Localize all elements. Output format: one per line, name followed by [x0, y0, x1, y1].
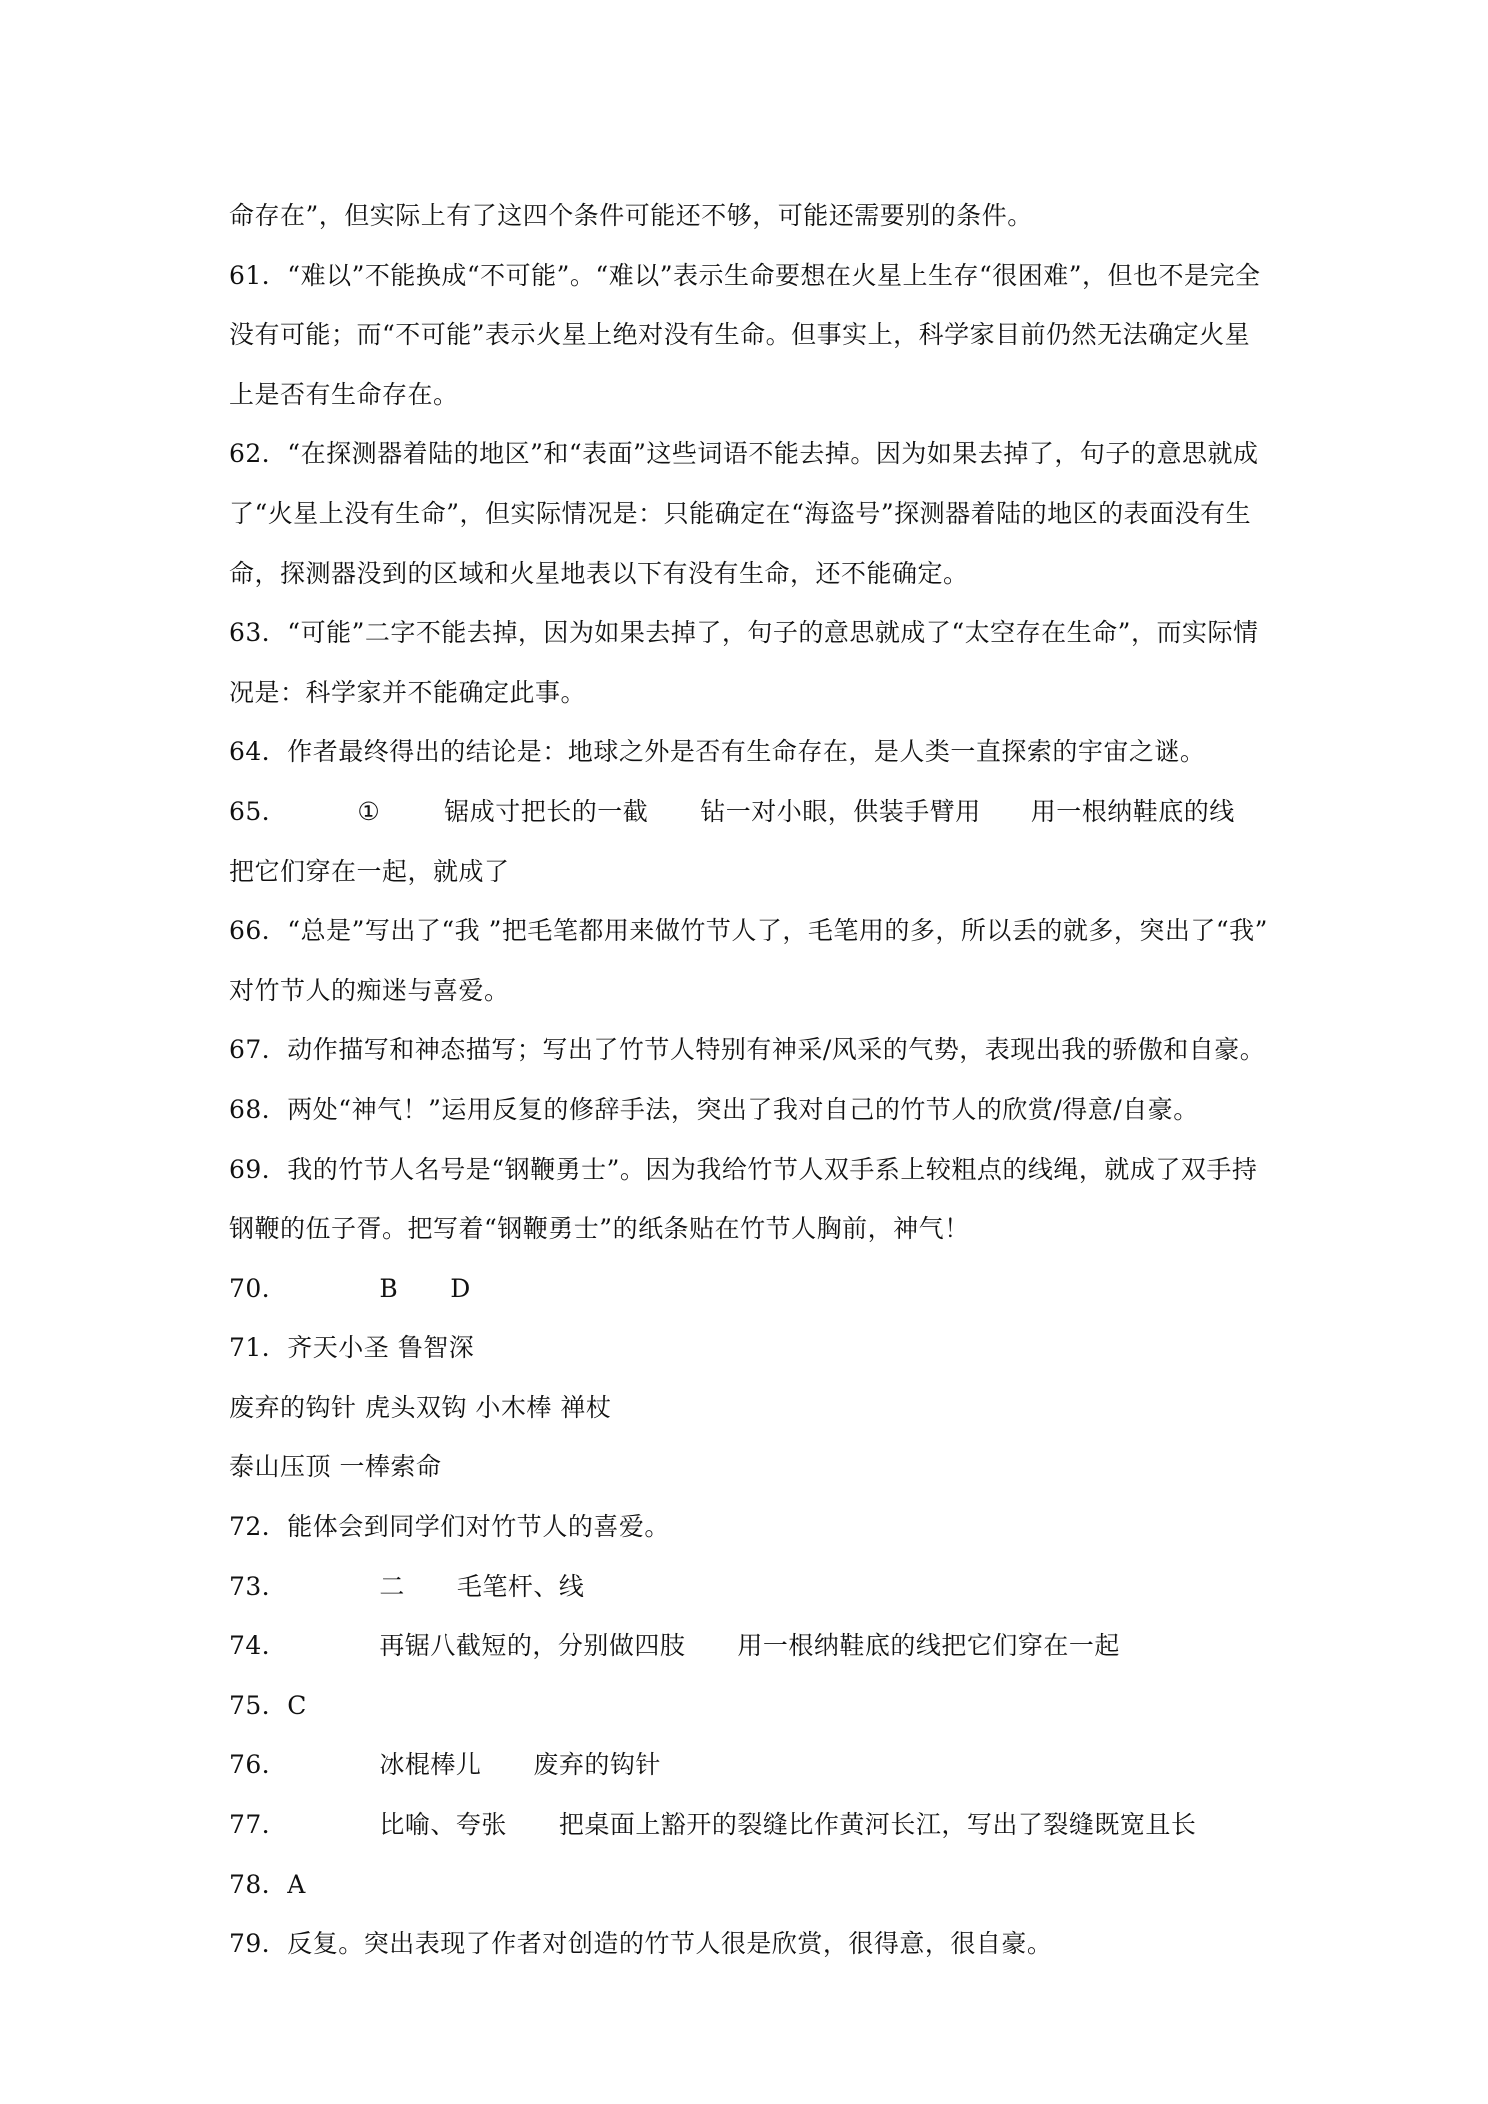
- answer-blank: 锯成寸把长的一截: [444, 796, 649, 826]
- answer-69: 69．我的竹节人名号是“钢鞭勇士”。因为我给竹节人双手系上较粗点的线绳，就成了双手持: [229, 1154, 1258, 1184]
- text-line: 了“火星上没有生命”，但实际情况是：只能确定在“海盗号”探测器着陆的地区的表面没有生: [229, 498, 1252, 528]
- answer-72: 72．能体会到同学们对竹节人的喜爱。: [229, 1512, 670, 1542]
- answer-65: [229, 782, 1269, 842]
- answer-70: [229, 1259, 1269, 1319]
- answer-61: 61．“难以”不能换成“不可能”。“难以”表示生命要想在火星上生存“很困难”，但也不是完全: [229, 260, 1261, 290]
- answer-blank: 把桌面上豁开的裂缝比作黄河长江，写出了裂缝既宽且长: [558, 1810, 1197, 1840]
- text-line: 对竹节人的痴迷与喜爱。: [229, 975, 510, 1005]
- question-number: 73．: [229, 1571, 288, 1601]
- text-line: 废弃的钩针 虎头双钩 小木棒 禅杖: [229, 1392, 612, 1422]
- answer-73: [229, 1557, 1269, 1617]
- answer-blank: 冰棍棒儿: [379, 1750, 482, 1780]
- text-line: 上是否有生命存在。: [229, 379, 459, 409]
- answer-blank: 用一根纳鞋底的线: [1030, 796, 1235, 826]
- answer-79: 79．反复。突出表现了作者对创造的竹节人很是欣赏，很得意，很自豪。: [229, 1929, 1053, 1959]
- text-line: 钢鞭的伍子胥。把写着“钢鞭勇士”的纸条贴在竹节人胸前，神气！: [229, 1214, 970, 1244]
- answer-71: 71．齐天小圣 鲁智深: [229, 1333, 475, 1363]
- answer-blank: D: [450, 1273, 471, 1303]
- answer-blank: 比喻、夸张: [379, 1810, 507, 1840]
- answer-blank: 毛笔杆、线: [456, 1571, 585, 1601]
- answer-66: 66．“总是”写出了“我 ”把毛笔都用来做竹节人了，毛笔用的多，所以丢的就多，突出了“我”: [229, 916, 1268, 946]
- document-page: [229, 186, 1269, 1974]
- answer-78: 78．A: [229, 1869, 306, 1899]
- text-line: 况是：科学家并不能确定此事。: [229, 677, 587, 707]
- question-number: 76．: [229, 1750, 288, 1780]
- text-line: 命存在”，但实际上有了这四个条件可能还不够，可能还需要别的条件。: [229, 201, 1033, 230]
- answer-64: 64．作者最终得出的结论是：地球之外是否有生命存在，是人类一直探索的宇宙之谜。: [229, 737, 1206, 767]
- answer-67: 67．动作描写和神态描写；写出了竹节人特别有神采/风采的气势，表现出我的骄傲和自豪。: [229, 1035, 1266, 1065]
- answer-blank: 废弃的钩针: [533, 1750, 661, 1780]
- answer-blank: B: [379, 1273, 399, 1303]
- answer-blank: ①: [357, 796, 381, 826]
- text-line: 泰山压顶 一棒索命: [229, 1452, 442, 1482]
- answer-76: [229, 1735, 1269, 1795]
- answer-blank: 再锯八截短的，分别做四肢: [379, 1631, 686, 1661]
- question-number: 65．: [229, 796, 288, 826]
- question-number: 74．: [229, 1631, 288, 1661]
- question-number: 77．: [229, 1810, 288, 1840]
- text-line: 没有可能；而“不可能”表示火星上绝对没有生命。但事实上，科学家目前仍然无法确定火星: [229, 320, 1251, 350]
- answer-63: 63．“可能”二字不能去掉，因为如果去掉了，句子的意思就成了“太空存在生命”，而实际情: [229, 618, 1259, 648]
- answer-75: 75．C: [229, 1690, 307, 1720]
- answer-blank: 用一根纳鞋底的线把它们穿在一起: [737, 1631, 1120, 1661]
- question-number: 70．: [229, 1273, 288, 1303]
- answer-blank: 钻一对小眼，供装手臂用: [700, 796, 981, 826]
- answer-68: 68．两处“神气！”运用反复的修辞手法，突出了我对自己的竹节人的欣赏/得意/自豪。: [229, 1094, 1199, 1124]
- answer-77: [229, 1795, 1269, 1855]
- answer-74: [229, 1616, 1269, 1676]
- answer-62: 62．“在探测器着陆的地区”和“表面”这些词语不能去掉。因为如果去掉了，句子的意思就成: [229, 439, 1259, 469]
- text-line: 命，探测器没到的区域和火星地表以下有没有生命，还不能确定。: [229, 558, 969, 588]
- text-line: 把它们穿在一起，就成了: [229, 856, 510, 886]
- answer-blank: 二: [379, 1571, 405, 1601]
